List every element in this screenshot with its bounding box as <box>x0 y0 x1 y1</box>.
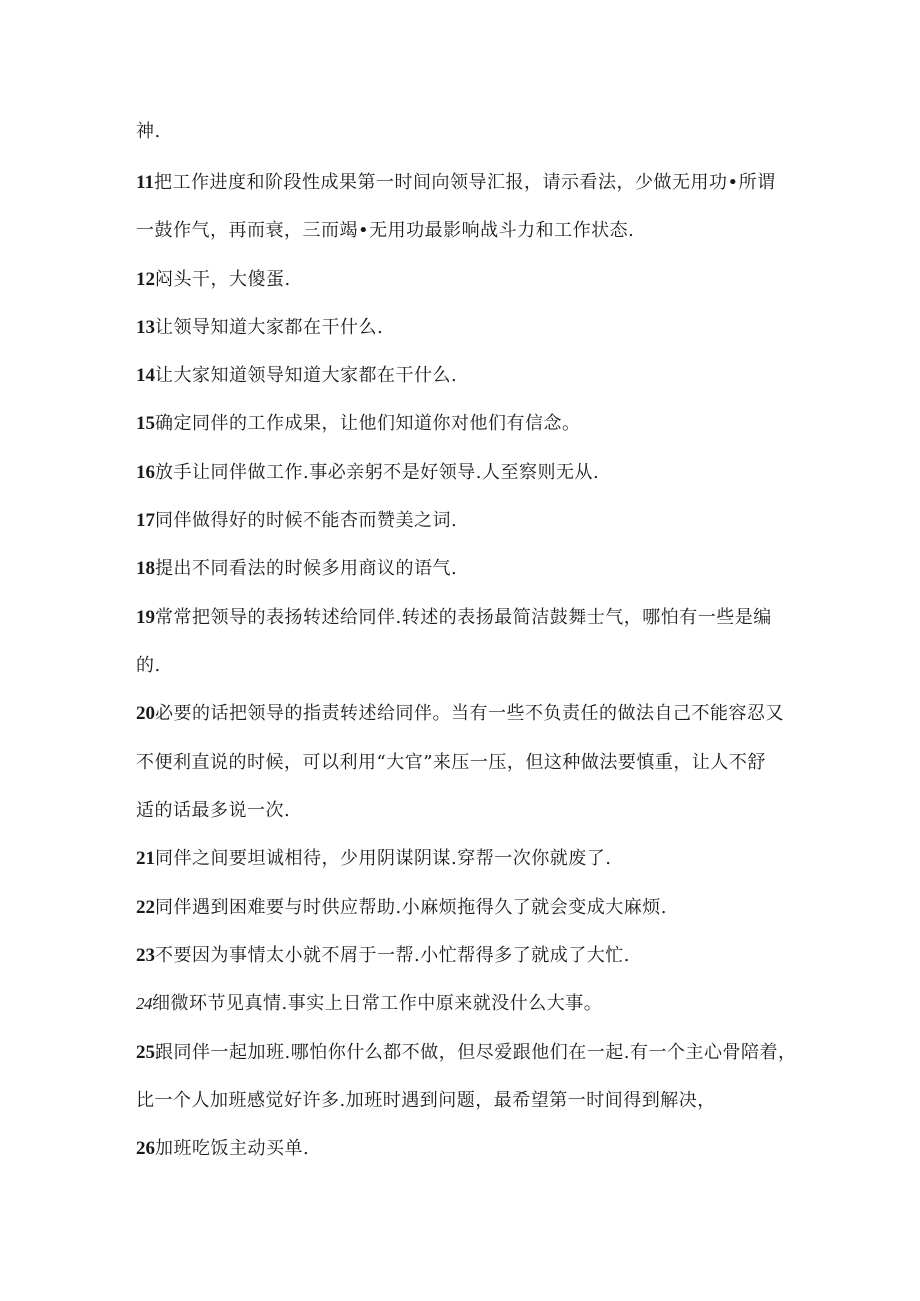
text-line <box>136 171 786 195</box>
text-line <box>136 461 786 485</box>
item-number: 16 <box>136 462 155 483</box>
line-text: 神. <box>136 121 161 142</box>
line-text: 放手让同伴做工作.事必亲躬不是好领导.人至察则无从. <box>155 462 600 483</box>
item-number: 21 <box>136 848 155 869</box>
text-line <box>136 1041 797 1065</box>
item-number: 12 <box>136 269 155 290</box>
item-number: 22 <box>136 897 155 918</box>
line-text: 细微环节见真情.事实上日常工作中原来就没什么大事。 <box>152 993 603 1014</box>
text-line <box>136 702 786 726</box>
text-line <box>136 509 786 533</box>
item-number: 19 <box>136 607 155 628</box>
line-text: 把工作进度和阶段性成果第一时间向领导汇报，请示看法，少做无用功•所谓 <box>153 172 776 193</box>
line-text: 一鼓作气，再而衰，三而竭•无用功最影响战斗力和工作状态. <box>136 220 635 241</box>
text-line <box>136 1137 786 1161</box>
line-text: 不便利直说的时候，可以利用“大官”来压一压，但这种做法要慎重，让人不舒 <box>136 752 766 773</box>
line-text: 比一个人加班感觉好许多.加班时遇到问题，最希望第一时间得到解决， <box>136 1090 716 1111</box>
item-number: 14 <box>136 365 155 386</box>
text-line <box>136 799 786 823</box>
text-line <box>136 751 786 775</box>
text-line <box>136 896 786 920</box>
line-text: 必要的话把领导的指责转述给同伴。当有一些不负责任的做法自己不能容忍又 <box>155 703 784 724</box>
text-line <box>136 557 786 581</box>
item-number: 17 <box>136 510 155 531</box>
line-text: 闷头干，大傻蛋. <box>155 269 291 290</box>
text-line <box>136 654 786 678</box>
item-number: 24 <box>136 994 152 1013</box>
item-number: 13 <box>136 317 155 338</box>
line-text: 确定同伴的工作成果，让他们知道你对他们有信念。 <box>155 413 581 434</box>
text-line <box>136 219 786 243</box>
line-text: 加班吃饭主动买单. <box>155 1138 310 1159</box>
line-text: 适的话最多说一次. <box>136 800 291 821</box>
item-number: 25 <box>136 1042 155 1063</box>
line-text: 常常把领导的表扬转述给同伴.转述的表扬最简洁鼓舞士气，哪怕有一些是编 <box>155 607 772 628</box>
item-number: 26 <box>136 1138 155 1159</box>
line-text: 不要因为事情太小就不屑于一帮.小忙帮得多了就成了大忙. <box>155 945 630 966</box>
item-number: 20 <box>136 703 155 724</box>
line-text: 让领导知道大家都在干什么. <box>155 317 384 338</box>
text-line <box>136 364 786 388</box>
line-text: 同伴之间要坦诚相待，少用阴谋阴谋.穿帮一次你就废了. <box>155 848 612 869</box>
text-line <box>136 412 786 436</box>
line-text: 同伴遇到困难要与时供应帮助.小麻烦拖得久了就会变成大麻烦. <box>155 897 667 918</box>
item-number: 23 <box>136 945 155 966</box>
item-number: 15 <box>136 413 155 434</box>
text-line <box>136 268 786 292</box>
text-line <box>136 606 786 630</box>
text-line <box>136 120 786 144</box>
line-text: 让大家知道领导知道大家都在干什么. <box>155 365 458 386</box>
text-line <box>136 1089 786 1113</box>
text-line <box>136 847 786 871</box>
line-text: 同伴做得好的时候不能杏而赞美之词. <box>155 510 458 531</box>
text-line <box>136 316 786 340</box>
line-text: 的. <box>136 655 161 676</box>
line-text: 提出不同看法的时候多用商议的语气. <box>155 558 458 579</box>
item-number: 11 <box>136 172 154 193</box>
line-text: 跟同伴一起加班.哪怕你什么都不做，但尽爱跟他们在一起.有一个主心骨陪着， <box>155 1042 797 1063</box>
text-line <box>136 992 786 1016</box>
item-number: 18 <box>136 558 155 579</box>
text-line <box>136 944 786 968</box>
